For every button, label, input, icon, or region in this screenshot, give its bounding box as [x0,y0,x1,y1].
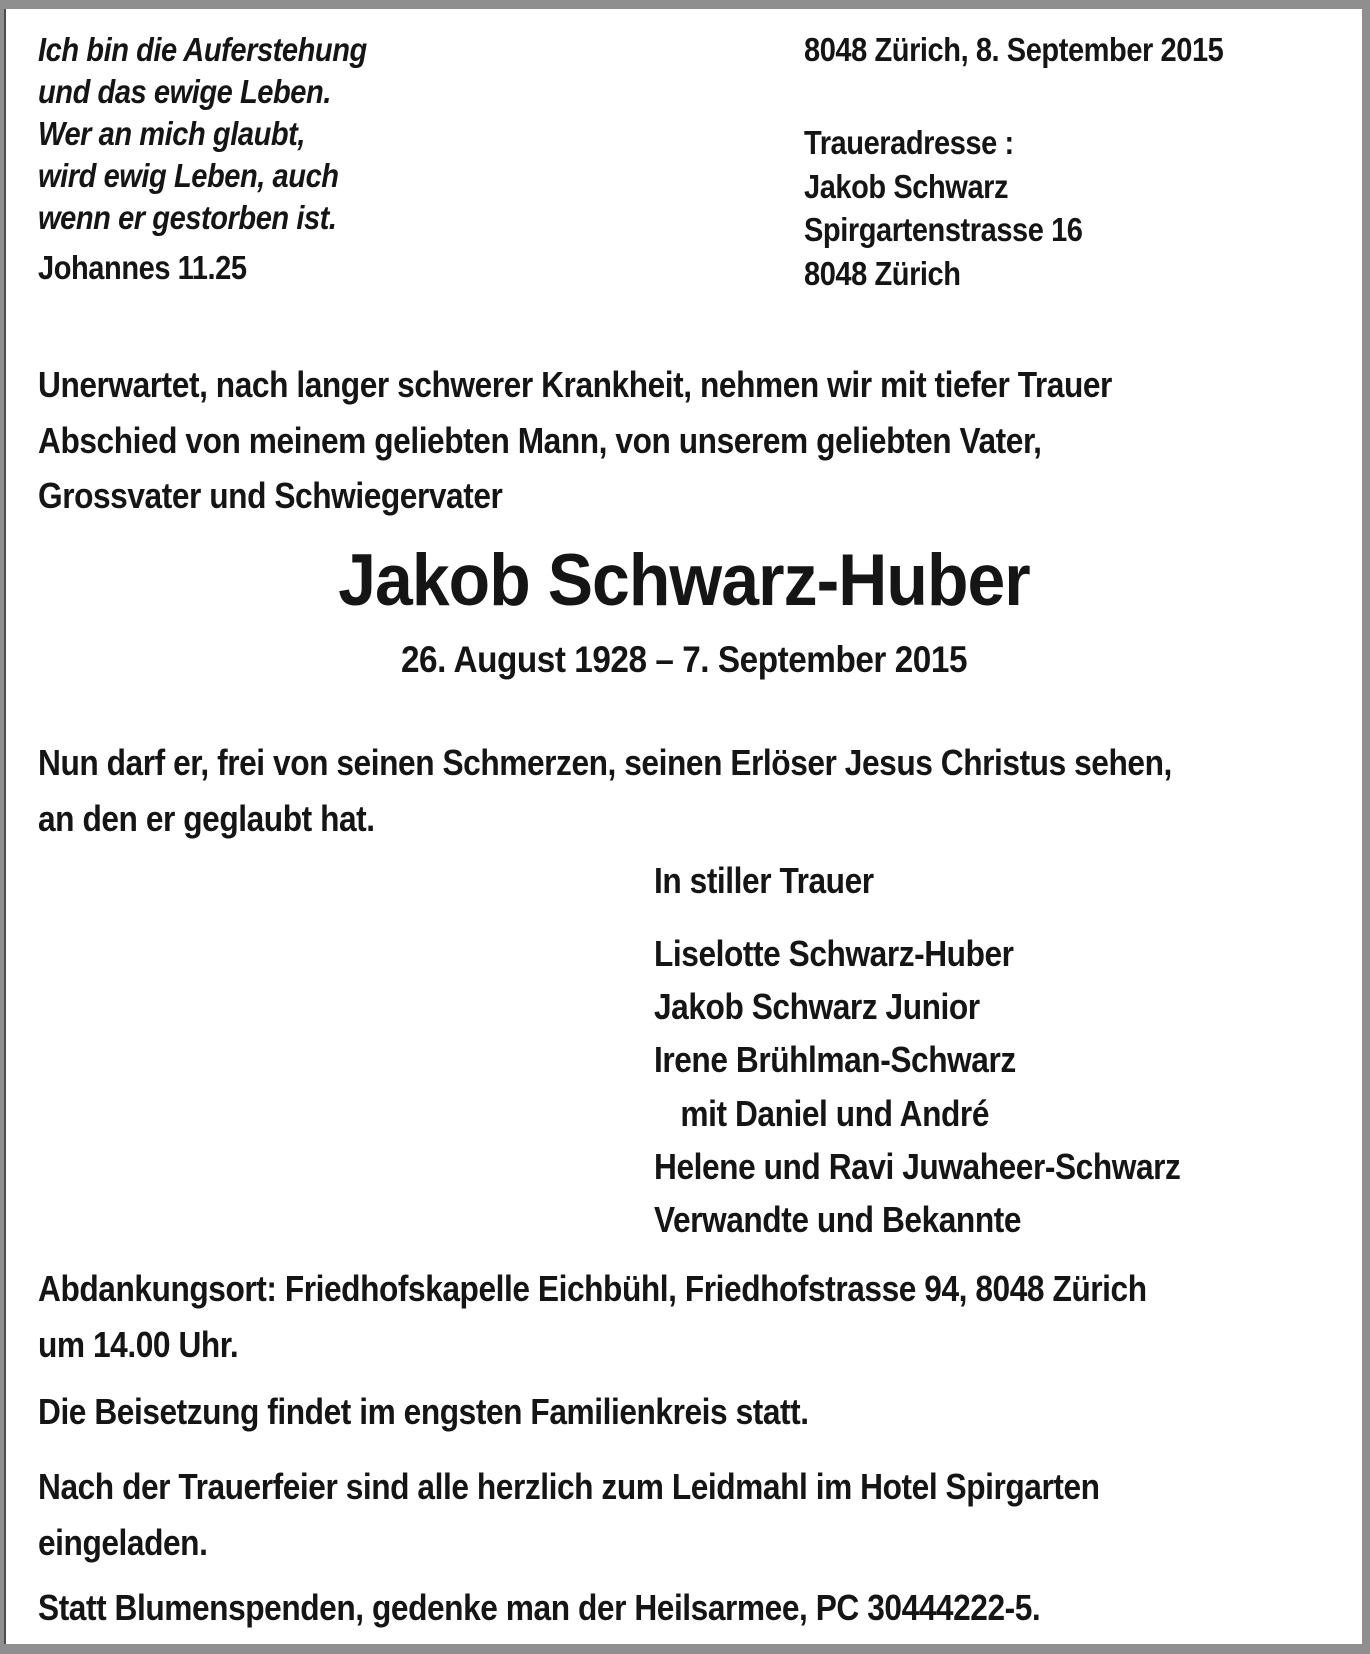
mourner-name: Irene Brühlman-Schwarz [654,1039,1016,1081]
mourning-address [804,121,1083,295]
mourner-name: mit Daniel und André [680,1092,990,1134]
notice-page [4,9,1362,1644]
place-dateline: 8048 Zürich, 8. September 2015 [804,31,1224,68]
announcement-line: Unerwartet, nach langer schwerer Krankheit, nehmen wir mit tiefer Trauer [38,364,1112,405]
mourning-address-line: Jakob Schwarz [804,167,1009,205]
mourner-name: Verwandte und Bekannte [654,1199,1022,1241]
comfort-line: an den er geglaubt hat. [38,797,375,839]
verse-line: Wer an mich glaubt, [38,115,306,152]
verse-line: wenn er gestorben ist. [38,199,337,236]
donations-note: Statt Blumenspenden, gedenke man der Heilsarmee, PC 30444222-5. [38,1587,1041,1628]
reception-line: Nach der Trauerfeier sind alle herzlich zum Leidmahl im Hotel Spirgarten [38,1466,1100,1507]
deceased-name: Jakob Schwarz-Huber [338,540,1030,621]
mourning-address-line: 8048 Zürich [804,254,961,292]
announcement-line: Grossvater und Schwiegervater [38,475,503,516]
announcement-line: Abschied von meinem geliebten Mann, von unserem geliebten Vater, [38,419,1042,461]
bible-verse [38,29,367,289]
comfort-paragraph [38,735,1172,846]
funeral-line: um 14.00 Uhr. [38,1323,239,1365]
mourning-address-label: Traueradresse : [804,124,1014,161]
reception-paragraph [38,1459,1100,1570]
deceased-dates: 26. August 1928 – 7. September 2015 [400,639,968,680]
mourner-name: Helene und Ravi Juwaheer-Schwarz [654,1145,1181,1187]
verse-line: Ich bin die Auferstehung [38,31,367,68]
announcement-paragraph [38,357,1112,524]
funeral-location-paragraph [38,1261,1147,1372]
comfort-line: Nun darf er, frei von seinen Schmerzen, seinen Erlöser Jesus Christus sehen, [38,742,1172,783]
verse-line: und das ewige Leben. [38,73,331,110]
verse-line: wird ewig Leben, auch [38,157,339,194]
funeral-line: Abdankungsort: Friedhofskapelle Eichbühl, Friedhofstrasse 94, 8048 Zürich [38,1268,1147,1309]
burial-note: Die Beisetzung findet im engsten Familienkreis statt. [38,1391,809,1432]
mourner-name: Jakob Schwarz Junior [654,986,980,1028]
mourners-heading: In stiller Trauer [654,860,874,901]
reception-line: eingeladen. [38,1521,208,1563]
mourning-address-line: Spirgartenstrasse 16 [804,211,1083,248]
verse-source: Johannes 11.25 [38,249,247,286]
mourner-name: Liselotte Schwarz-Huber [654,933,1014,974]
mourners-list [654,927,1180,1246]
